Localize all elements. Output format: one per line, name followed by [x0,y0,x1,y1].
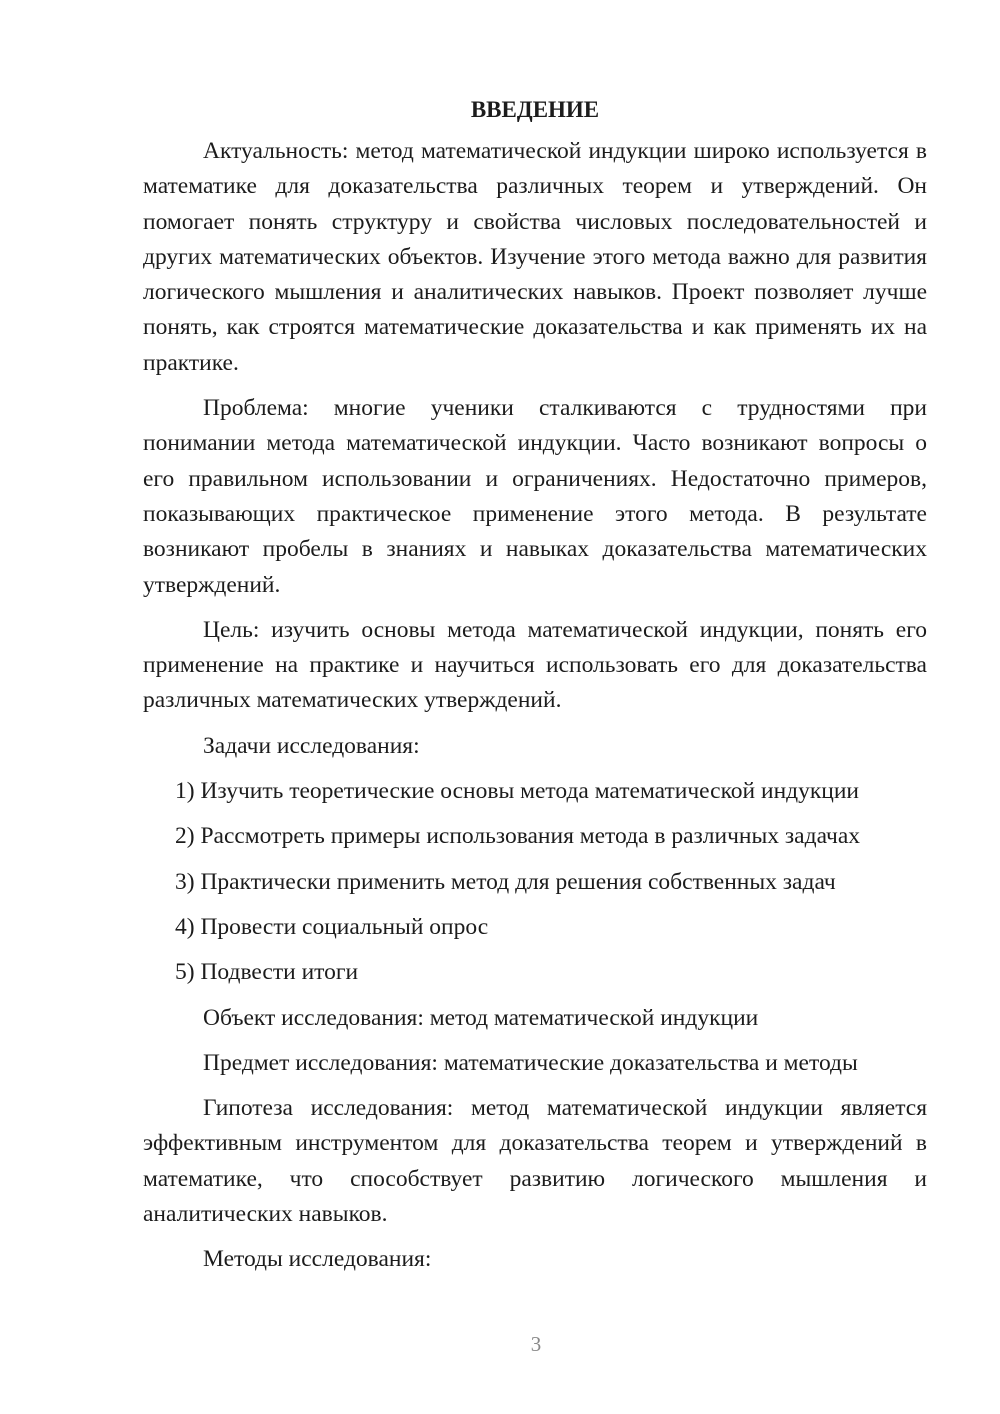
page-title: ВВЕДЕНИЕ [470,97,600,122]
tasks-list [143,774,927,990]
research-object: Объект исследования: метод математической индукции [203,1004,759,1031]
page-content [143,92,927,1288]
methods-heading: Методы исследования: [203,1246,432,1273]
list-item: 2) Рассмотреть примеры использования метода в различных задачах [175,823,861,850]
problem-paragraph: Проблема: многие ученики сталкиваются с трудностями при понимании метода математической индукции. Часто возникают вопросы о его правильном использовании и ограничениях. Недостаточно примеров, показывающих практическое применение этого метода. В результате возникают пробелы в знаниях и навыках доказательства математических утверждений. [143,395,927,598]
relevance-paragraph: Актуальность: метод математической индукции широко используется в математике для доказательства различных теорем и утверждений. Он помогает понять структуру и свойства числовых последовательностей и других математических объектов. Изучение этого метода важно для развития логического мышления и аналитических навыков. Проект позволяет лучше понять, как строятся математические доказательства и как применять их на практике. [143,138,927,376]
page-number: 3 [530,1332,542,1356]
list-item: 1) Изучить теоретические основы метода математической индукции [175,778,860,805]
tasks-heading: Задачи исследования: [203,732,420,759]
list-item: 3) Практически применить метод для решения собственных задач [175,868,836,895]
hypothesis-paragraph: Гипотеза исследования: метод математической индукции является эффективным инструментом для доказательства теорем и утверждений в математике, что способствует развитию логического мышления и аналитических навыков. [143,1095,927,1228]
goal-paragraph: Цель: изучить основы метода математической индукции, понять его применение на практике и научиться использовать его для доказательства различных математических утверждений. [143,616,927,714]
list-item: 5) Подвести итоги [175,959,359,986]
list-item: 4) Провести социальный опрос [175,913,489,940]
research-subject: Предмет исследования: математические доказательства и методы [203,1049,858,1076]
